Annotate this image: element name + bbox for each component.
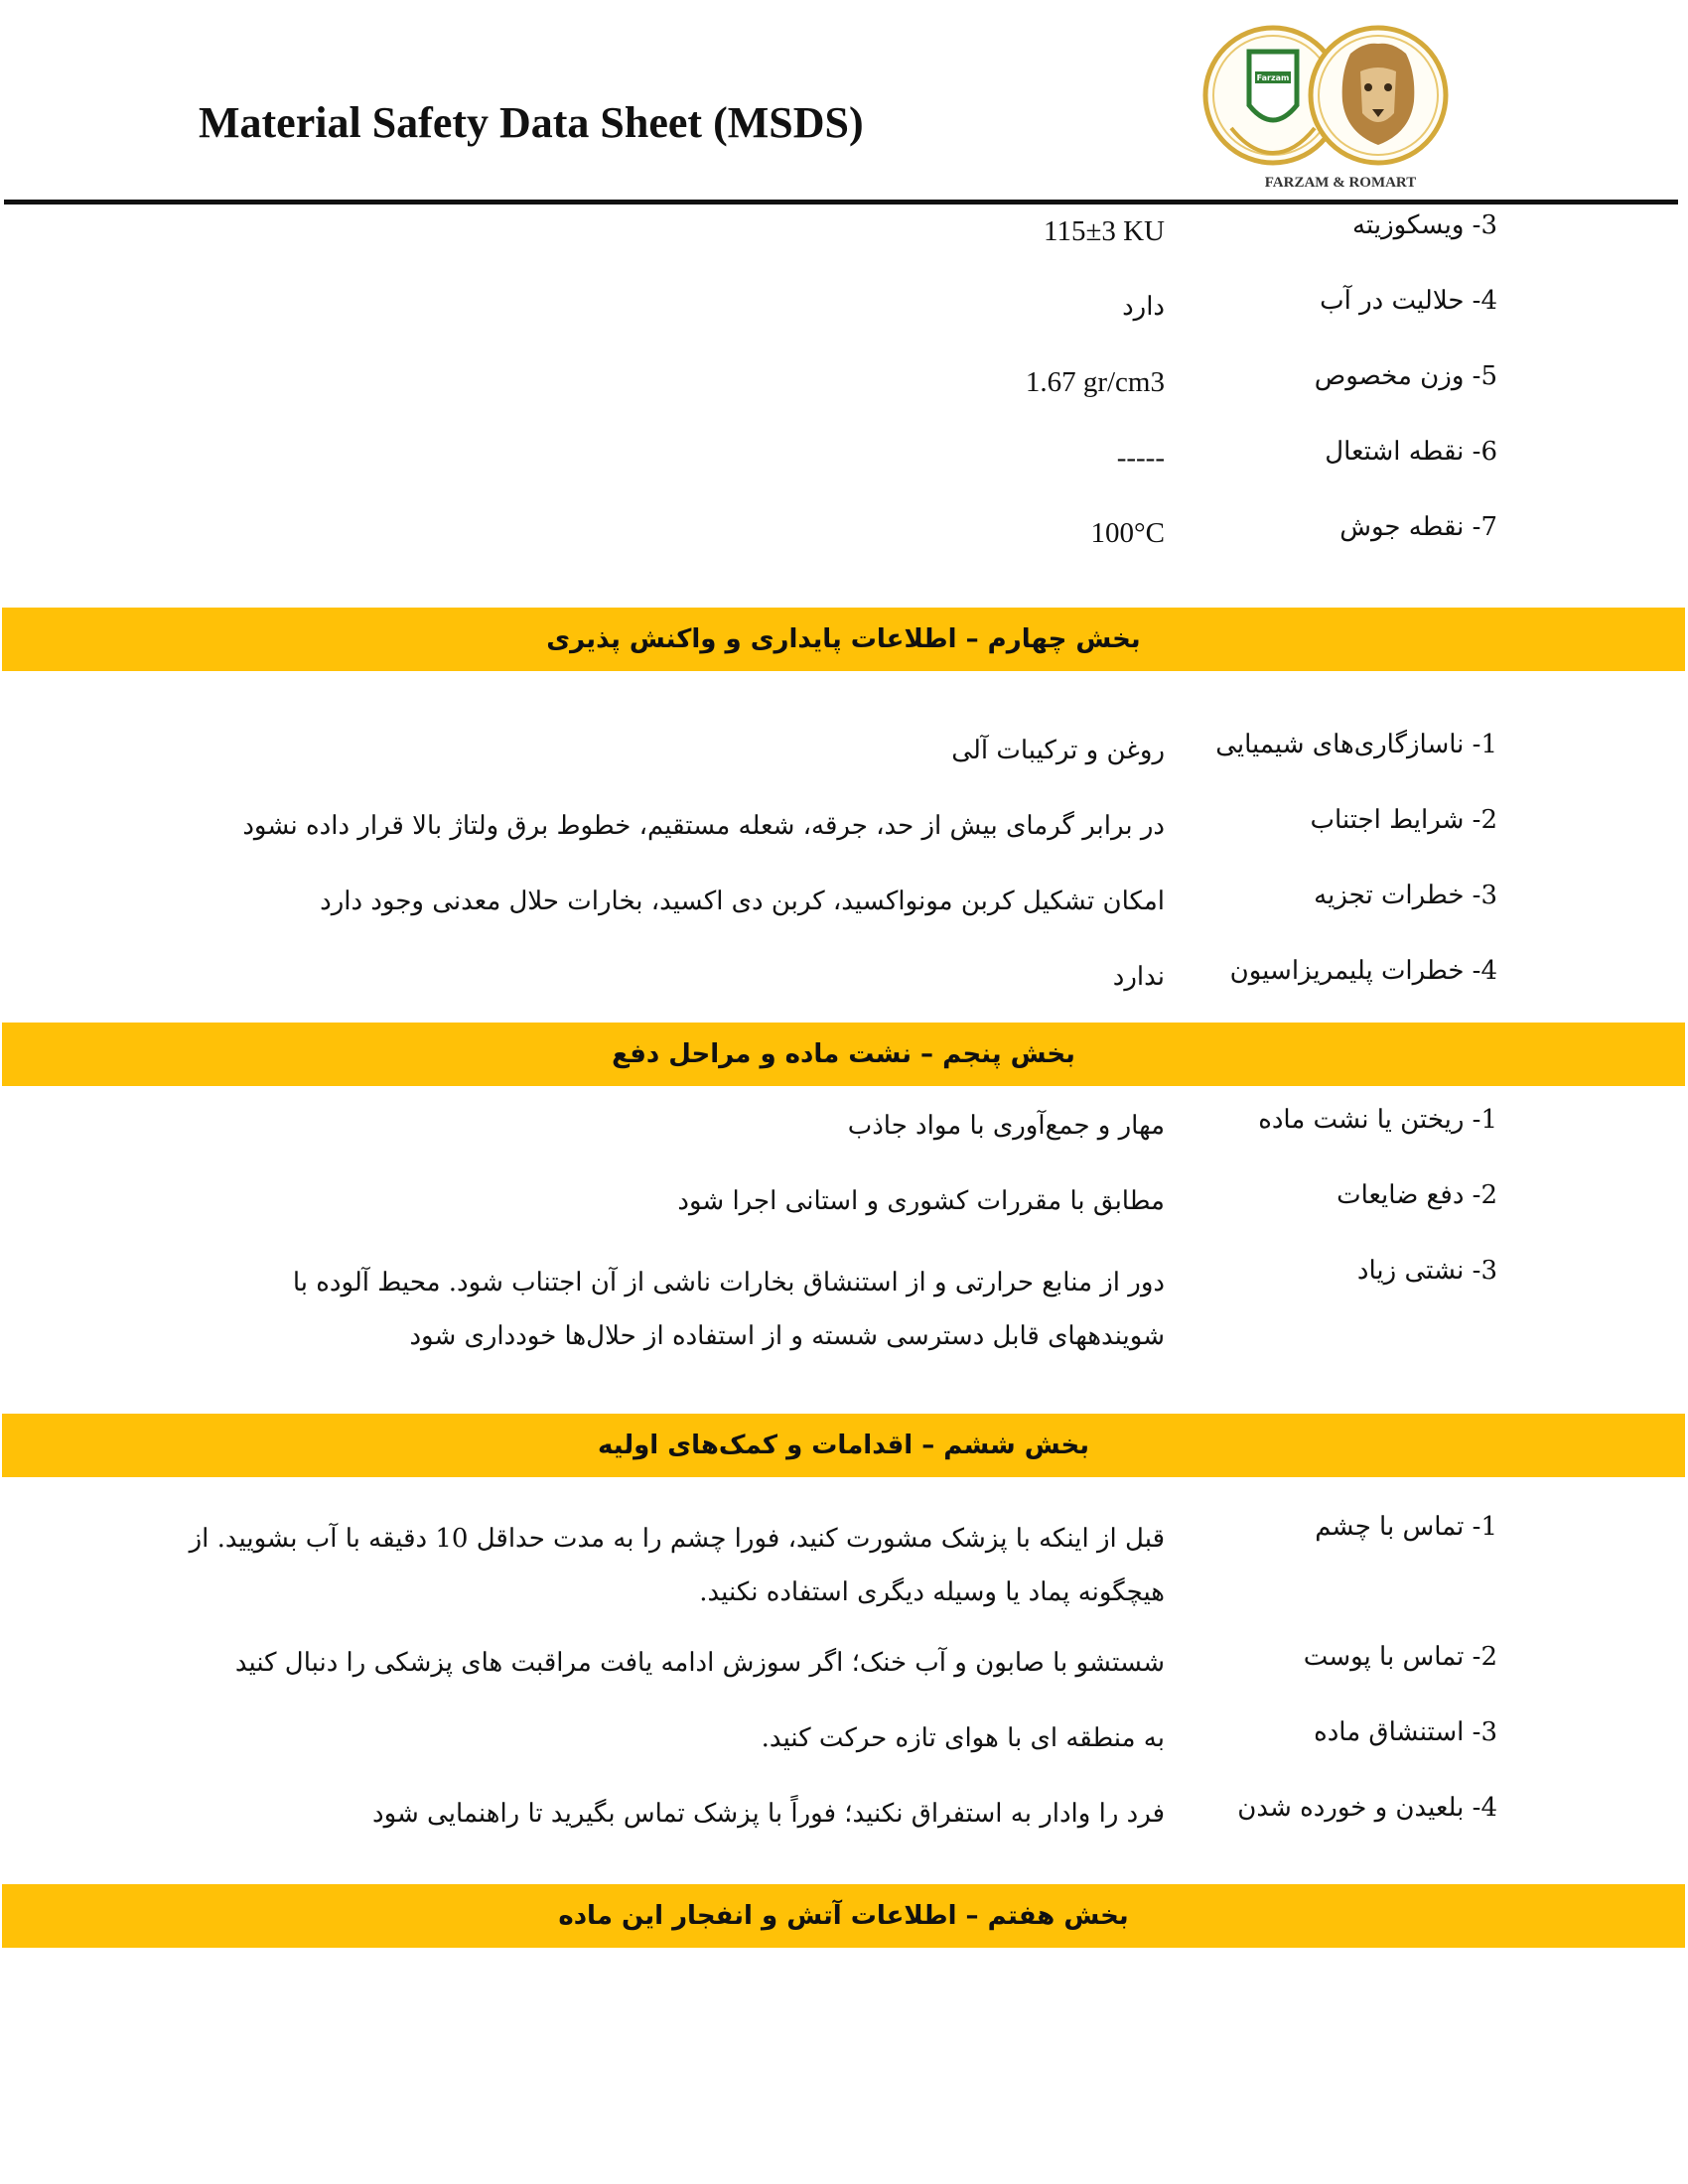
spill-row-waste-disposal [0,1180,1688,1240]
spill-row-leak [0,1105,1688,1164]
first-aid-row-inhalation [0,1717,1688,1777]
property-row-flash-point [0,437,1688,496]
row-label: 2- شرایط اجتناب [1310,805,1497,835]
row-label: 4- خطرات پلیمریزاسیون [1229,956,1497,986]
row-label: 1- ناسازگاری‌های شیمیایی [1215,730,1497,759]
row-value: روغن و ترکیبات آلی [951,736,1165,765]
stability-row-incompatibility [0,730,1688,789]
logo-badge-text: Farzam [1256,73,1290,82]
property-row-specific-gravity [0,361,1688,421]
property-label: 3- ویسکوزیته [1352,210,1497,240]
row-value: قبل از اینکه با پزشک مشورت کنید، فورا چشم را به مدت حداقل 10 دقیقه با آب بشویید. از هیچگونه پماد یا وسیله دیگری استفاده نکنید. [189,1524,1165,1607]
property-row-water-solubility [0,286,1688,345]
property-label: 4- حلالیت در آب [1320,286,1497,316]
row-label: 1- تماس با چشم [1315,1512,1497,1542]
section-header-spill-disposal: بخش پنجم – نشت ماده و مراحل دفع [2,1023,1685,1086]
row-label: 1- ریختن یا نشت ماده [1258,1105,1497,1135]
stability-row-polymerization-hazards [0,956,1688,1016]
row-value: مهار و جمع‌آوری با مواد جاذب [847,1111,1165,1141]
row-label: 4- بلعیدن و خورده شدن [1237,1793,1497,1823]
spill-row-large-leak [0,1256,1688,1365]
row-value: امکان تشکیل کربن مونواکسید، کربن دی اکسید، بخارات حلال معدنی وجود دارد [320,887,1165,916]
row-value: ندارد [1112,962,1165,992]
row-value: در برابر گرمای بیش از حد، جرقه، شعله مستقیم، خطوط برق ولتاژ بالا قرار داده نشود [242,811,1165,841]
stability-row-conditions-to-avoid [0,805,1688,865]
row-value: دور از منابع حرارتی و از استنشاق بخارات ناشی از آن اجتناب شود. محیط آلوده با شویندههای قابل دسترسی شسته و از استفاده از حلال‌ها خودداری شود [292,1268,1165,1351]
section-header-fire-explosion: بخش هفتم – اطلاعات آتش و انفجار این ماده [2,1884,1685,1948]
row-label: 2- تماس با پوست [1303,1642,1497,1672]
row-label: 3- خطرات تجزیه [1314,881,1497,910]
document-title: Material Safety Data Sheet (MSDS) [199,98,864,147]
property-value: دارد [1122,292,1165,322]
row-value: مطابق با مقررات کشوری و استانی اجرا شود [677,1186,1165,1216]
row-label: 3- استنشاق ماده [1314,1717,1497,1747]
first-aid-row-eye-contact [0,1512,1688,1621]
property-value: 1.67 gr/cm3 [1025,366,1165,398]
stability-row-decomposition-hazards [0,881,1688,940]
property-value: 115±3 KU [1044,215,1165,247]
property-row-viscosity [0,210,1688,270]
property-label: 5- وزن مخصوص [1314,361,1497,391]
property-row-boiling-point [0,512,1688,572]
row-value: به منطقه ای با هوای تازه حرکت کنید. [761,1723,1165,1753]
property-label: 6- نقطه اشتعال [1325,437,1497,467]
first-aid-row-ingestion [0,1793,1688,1852]
row-value: فرد را وادار به استفراق نکنید؛ فوراً با پزشک تماس بگیرید تا راهنمایی شود [371,1799,1165,1829]
property-value: 100°C [1090,517,1165,549]
property-value: ----- [1116,442,1165,474]
section-header-first-aid: بخش ششم – اقدامات و کمک‌های اولیه [2,1414,1685,1477]
header-divider [4,200,1678,205]
row-label: 3- نشتی زیاد [1356,1256,1497,1286]
first-aid-row-skin-contact [0,1642,1688,1702]
section-header-stability: بخش چهارم – اطلاعات پایداری و واکنش پذیری [2,608,1685,671]
property-label: 7- نقطه جوش [1339,512,1497,542]
row-value: شستشو با صابون و آب خنک؛ اگر سوزش ادامه یافت مراقبت های پزشکی را دنبال کنید [234,1648,1165,1678]
row-label: 2- دفع ضایعات [1336,1180,1497,1210]
logo-caption: FARZAM & ROMART [1264,175,1417,191]
